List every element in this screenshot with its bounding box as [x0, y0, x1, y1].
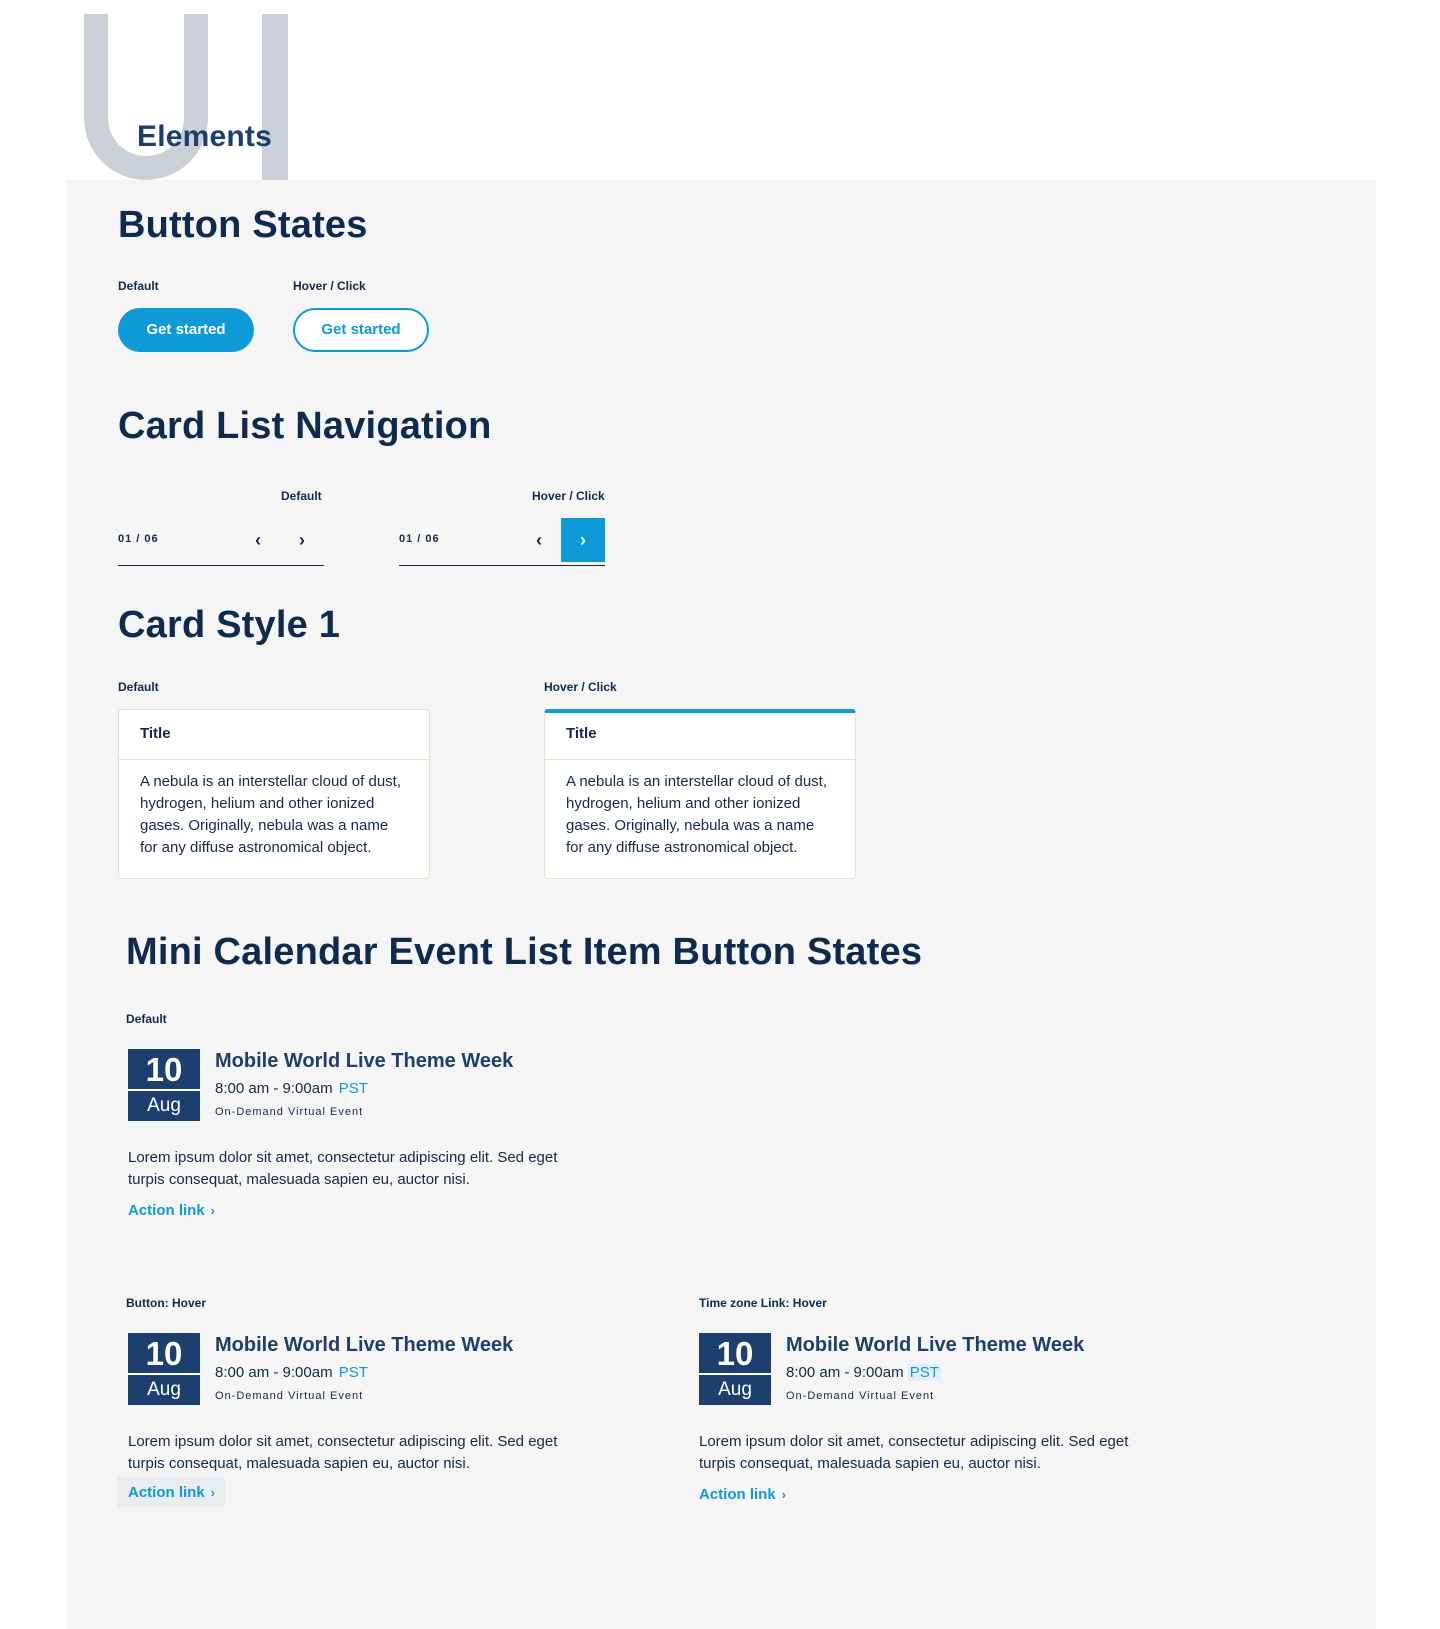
- card-nav-default-label: Default: [281, 489, 322, 503]
- card-style-heading: Card Style 1: [118, 604, 341, 646]
- date-box: [699, 1333, 771, 1405]
- action-link[interactable]: [128, 1202, 215, 1219]
- event-tz-hover-label: Time zone Link: Hover: [699, 1296, 827, 1310]
- date-box: [128, 1333, 200, 1405]
- event-time: 8:00 am - 9:00am: [786, 1364, 904, 1381]
- chevron-left-icon[interactable]: ‹: [536, 529, 542, 550]
- action-link[interactable]: [699, 1486, 786, 1503]
- chevron-right-icon: ›: [210, 1485, 216, 1500]
- card-nav-count: 01 / 06: [399, 533, 440, 545]
- card-nav-hover: [399, 518, 605, 566]
- event-button-hover-label: Button: Hover: [126, 1296, 206, 1310]
- action-link[interactable]: [118, 1477, 225, 1507]
- event-type: On-Demand Virtual Event: [215, 1106, 364, 1118]
- card-body: A nebula is an interstellar cloud of dust, hydrogen, helium and other ionized gases. Originally, nebula was a name for any diffuse astronomical object.: [140, 773, 401, 856]
- card-nav-heading: Card List Navigation: [118, 405, 492, 447]
- event-item-default: [128, 1049, 688, 1239]
- event-month: Aug: [147, 1379, 181, 1400]
- event-day: 10: [716, 1335, 754, 1372]
- card-style-default-label: Default: [118, 680, 159, 694]
- event-month: Aug: [718, 1379, 752, 1400]
- card-hover[interactable]: [544, 709, 856, 879]
- event-title: Mobile World Live Theme Week: [215, 1050, 514, 1072]
- event-title: Mobile World Live Theme Week: [786, 1334, 1085, 1356]
- card-body: A nebula is an interstellar cloud of dust, hydrogen, helium and other ionized gases. Originally, nebula was a name for any diffuse astronomical object.: [566, 773, 827, 856]
- ui-watermark-letter-u: [84, 14, 208, 180]
- card-title: Title: [545, 713, 855, 760]
- card-style-hover-label: Hover / Click: [544, 680, 617, 694]
- mini-calendar-heading: Mini Calendar Event List Item Button States: [126, 931, 923, 973]
- action-link-label: Action link: [699, 1486, 776, 1503]
- event-title: Mobile World Live Theme Week: [215, 1334, 514, 1356]
- chevron-right-icon[interactable]: ›: [561, 518, 605, 562]
- event-day: 10: [145, 1051, 183, 1088]
- timezone-link[interactable]: PST: [338, 1080, 368, 1097]
- event-time: 8:00 am - 9:00am: [215, 1364, 333, 1381]
- chevron-right-icon[interactable]: ›: [299, 529, 305, 550]
- event-item-button-hover: [128, 1333, 688, 1523]
- event-month: Aug: [147, 1095, 181, 1116]
- chevron-left-icon[interactable]: ‹: [255, 529, 261, 550]
- page-subtitle: Elements: [137, 120, 272, 153]
- button-states-heading: Button States: [118, 204, 368, 246]
- event-time-row: [215, 1080, 370, 1097]
- date-box: [128, 1049, 200, 1121]
- chevron-right-icon: ›: [781, 1487, 787, 1502]
- card-nav-count: 01 / 06: [118, 533, 159, 545]
- get-started-button-hover[interactable]: Get started: [293, 308, 429, 352]
- get-started-button-default[interactable]: Get started: [118, 308, 254, 352]
- event-time-row: [786, 1364, 941, 1381]
- event-time: 8:00 am - 9:00am: [215, 1080, 333, 1097]
- event-default-label: Default: [126, 1012, 167, 1026]
- event-item-tz-hover: [699, 1333, 1259, 1523]
- event-time-row: [215, 1364, 370, 1381]
- content-panel: [66, 180, 1376, 1629]
- action-link-label: Action link: [128, 1484, 205, 1501]
- event-description: Lorem ipsum dolor sit amet, consectetur adipiscing elit. Sed eget turpis consequat, malesuada sapien eu, auctor nisi.: [128, 1433, 558, 1472]
- card-nav-default: [118, 518, 324, 566]
- event-description: Lorem ipsum dolor sit amet, consectetur adipiscing elit. Sed eget turpis consequat, malesuada sapien eu, auctor nisi.: [699, 1433, 1129, 1472]
- event-day: 10: [145, 1335, 183, 1372]
- chevron-right-icon: ›: [210, 1203, 216, 1218]
- button-hover-label: Hover / Click: [293, 279, 366, 293]
- ui-watermark-logo: [84, 14, 288, 180]
- button-default-label: Default: [118, 279, 159, 293]
- card-title: Title: [119, 710, 429, 760]
- timezone-link[interactable]: PST: [338, 1364, 368, 1381]
- action-link-label: Action link: [128, 1202, 205, 1219]
- event-type: On-Demand Virtual Event: [786, 1390, 935, 1402]
- event-type: On-Demand Virtual Event: [215, 1390, 364, 1402]
- event-description: Lorem ipsum dolor sit amet, consectetur adipiscing elit. Sed eget turpis consequat, malesuada sapien eu, auctor nisi.: [128, 1149, 558, 1188]
- card-default[interactable]: [118, 709, 430, 879]
- ui-watermark-letter-i: [262, 14, 288, 180]
- card-nav-hover-label: Hover / Click: [532, 489, 605, 503]
- timezone-link[interactable]: PST: [909, 1364, 939, 1381]
